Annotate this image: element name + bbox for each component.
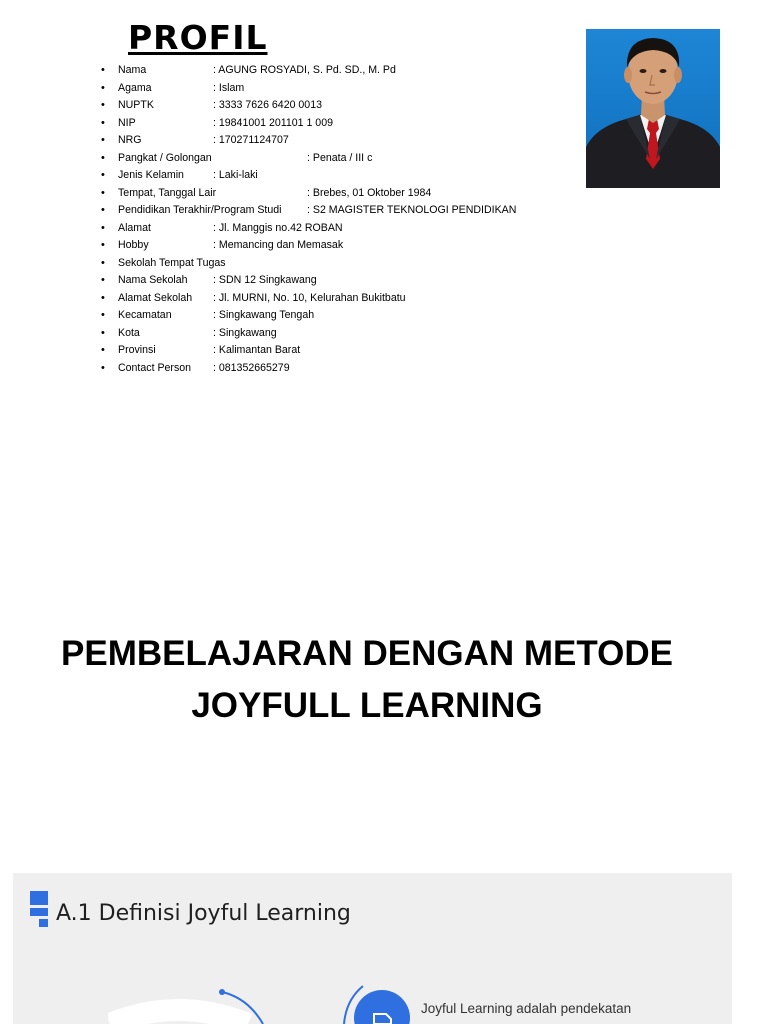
profile-item-sekolah-tempat-tugas: • Sekolah Tempat Tugas	[101, 255, 516, 273]
profile-item-alamat: • Alamat : Jl. Manggis no.42 ROBAN	[101, 220, 516, 238]
profile-item-nip: • NIP : 19841001 201101 1 009	[101, 115, 516, 133]
profile-item-pangkat: • Pangkat / Golongan : Penata / III c	[101, 150, 516, 168]
profile-photo	[586, 29, 720, 188]
profile-item-alamat-sekolah: • Alamat Sekolah : Jl. MURNI, No. 10, Kelurahan Bukitbatu	[101, 290, 516, 308]
slide-definition-text: Joyful Learning adalah pendekatan	[421, 1001, 632, 1016]
profile-item-tempat-tanggal-lahir: • Tempat, Tanggal Lair : Brebes, 01 Oktober 1984	[101, 185, 516, 203]
profile-item-hobby: • Hobby : Memancing dan Memasak	[101, 237, 516, 255]
profile-item-pendidikan: • Pendidikan Terakhir/Program Studi : S2 MAGISTER TEKNOLOGI PENDIDIKAN	[101, 202, 516, 220]
slide-decoration	[108, 978, 428, 1024]
profile-item-agama: • Agama : Islam	[101, 80, 516, 98]
profile-item-nama-sekolah: • Nama Sekolah : SDN 12 Singkawang	[101, 272, 516, 290]
decorative-arc-left	[110, 1010, 248, 1024]
definition-slide-preview	[13, 873, 732, 1024]
main-title-line-2: JOYFULL LEARNING	[191, 686, 543, 725]
profile-item-kota: • Kota : Singkawang	[101, 325, 516, 343]
profile-item-contact-person: • Contact Person : 081352665279	[101, 360, 516, 378]
slide-heading: A.1 Definisi Joyful Learning	[56, 901, 351, 926]
profile-item-kecamatan: • Kecamatan : Singkawang Tengah	[101, 307, 516, 325]
profile-item-provinsi: • Provinsi : Kalimantan Barat	[101, 342, 516, 360]
section-marker-icon	[30, 891, 48, 935]
main-title-line-1: PEMBELAJARAN DENGAN METODE	[61, 634, 673, 673]
profile-item-nrg: • NRG : 170271124707	[101, 132, 516, 150]
main-title	[0, 628, 734, 732]
profil-title: PROFIL	[128, 18, 268, 57]
profile-details-list	[101, 62, 516, 377]
profile-item-nama: • Nama : AGUNG ROSYADI, S. Pd. SD., M. Pd	[101, 62, 516, 80]
profile-item-nuptk: • NUPTK : 3333 7626 6420 0013	[101, 97, 516, 115]
document-badge-icon	[354, 990, 410, 1024]
profile-item-jenis-kelamin: • Jenis Kelamin : Laki-laki	[101, 167, 516, 185]
